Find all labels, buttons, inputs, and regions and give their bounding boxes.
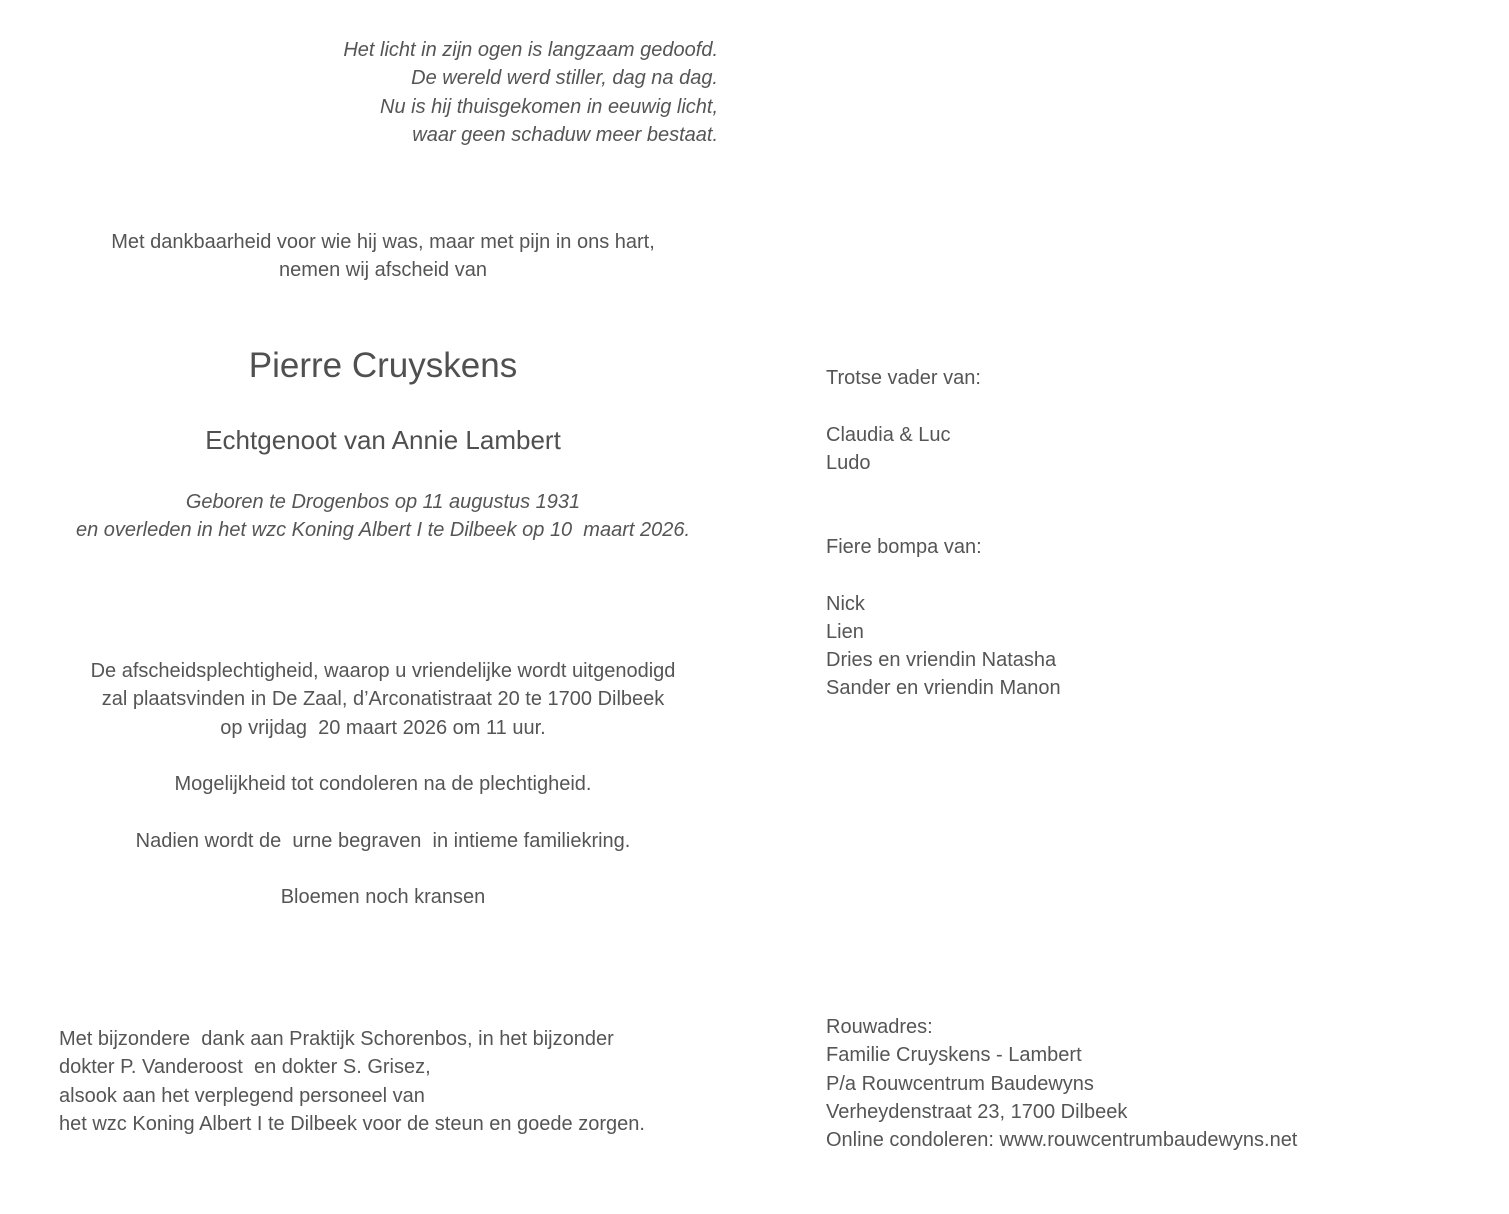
- birth-line: Geboren te Drogenbos op 11 augustus 1931: [185, 491, 581, 513]
- burial-line: Nadien wordt de urne begraven in intieme familiekring.: [135, 829, 631, 852]
- online-condolence-line: Online condoleren: www.rouwcentrumbaudewyns.net: [826, 1129, 1298, 1152]
- poem: [100, 36, 718, 149]
- spacer: [826, 561, 1466, 589]
- intro-text: [40, 228, 726, 285]
- ceremony-line: op vrijdag 20 maart 2026 om 11 uur.: [220, 716, 546, 739]
- poem-line: De wereld werd stiller, dag na dag.: [411, 67, 718, 90]
- spacer: [30, 742, 736, 770]
- spacer: [30, 855, 736, 883]
- grandchild-name: Sander en vriendin Manon: [826, 677, 1061, 700]
- spouse-line: Echtgenoot van Annie Lambert: [205, 425, 561, 455]
- mourning-address: [826, 1013, 1466, 1154]
- ceremony-line: De afscheidsplechtigheid, waarop u vriendelijke wordt uitgenodigd: [90, 660, 676, 682]
- poem-line: Nu is hij thuisgekomen in eeuwig licht,: [380, 95, 718, 118]
- address-line: Verheydenstraat 23, 1700 Dilbeek: [826, 1100, 1128, 1123]
- intro-line: Met dankbaarheid voor wie hij was, maar met pijn in ons hart,: [111, 231, 655, 253]
- grandchild-name: Lien: [826, 620, 864, 643]
- grandchildren-heading: Fiere bompa van:: [826, 536, 982, 558]
- grandchildren-list: [826, 533, 1466, 703]
- thanks-line: dokter P. Vanderoost en dokter S. Grisez,: [59, 1056, 431, 1079]
- children-heading: Trotse vader van:: [826, 367, 981, 389]
- deceased-name: Pierre Cruyskens: [248, 346, 518, 385]
- ceremony-info: [30, 657, 736, 912]
- spacer: [30, 798, 736, 826]
- condolence-line: Mogelijkheid tot condoleren na de plechtigheid.: [174, 773, 592, 796]
- child-name: Claudia & Luc: [826, 423, 951, 446]
- spacer: [826, 392, 1466, 420]
- address-line: Rouwadres:: [826, 1016, 933, 1038]
- address-line: Familie Cruyskens - Lambert: [826, 1044, 1082, 1067]
- thanks-line: Met bijzondere dank aan Praktijk Schorenbos, in het bijzonder: [59, 1028, 614, 1050]
- poem-line: Het licht in zijn ogen is langzaam gedoofd.: [343, 39, 718, 61]
- intro-line: nemen wij afscheid van: [279, 259, 487, 282]
- children-list: [826, 364, 1466, 477]
- thanks-text: [59, 1025, 739, 1138]
- child-name: Ludo: [826, 451, 871, 474]
- grandchild-name: Nick: [826, 592, 865, 615]
- thanks-line: alsook aan het verplegend personeel van: [59, 1084, 425, 1107]
- grandchild-name: Dries en vriendin Natasha: [826, 649, 1057, 672]
- flowers-line: Bloemen noch kransen: [280, 886, 486, 909]
- life-dates: [30, 488, 736, 545]
- death-line: en overleden in het wzc Koning Albert I te Dilbeek op 10 maart 2026.: [75, 519, 691, 542]
- poem-line: waar geen schaduw meer bestaat.: [412, 123, 718, 146]
- address-line: P/a Rouwcentrum Baudewyns: [826, 1072, 1094, 1095]
- ceremony-line: zal plaatsvinden in De Zaal, d’Arconatistraat 20 te 1700 Dilbeek: [101, 688, 665, 711]
- thanks-line: het wzc Koning Albert I te Dilbeek voor de steun en goede zorgen.: [59, 1112, 645, 1135]
